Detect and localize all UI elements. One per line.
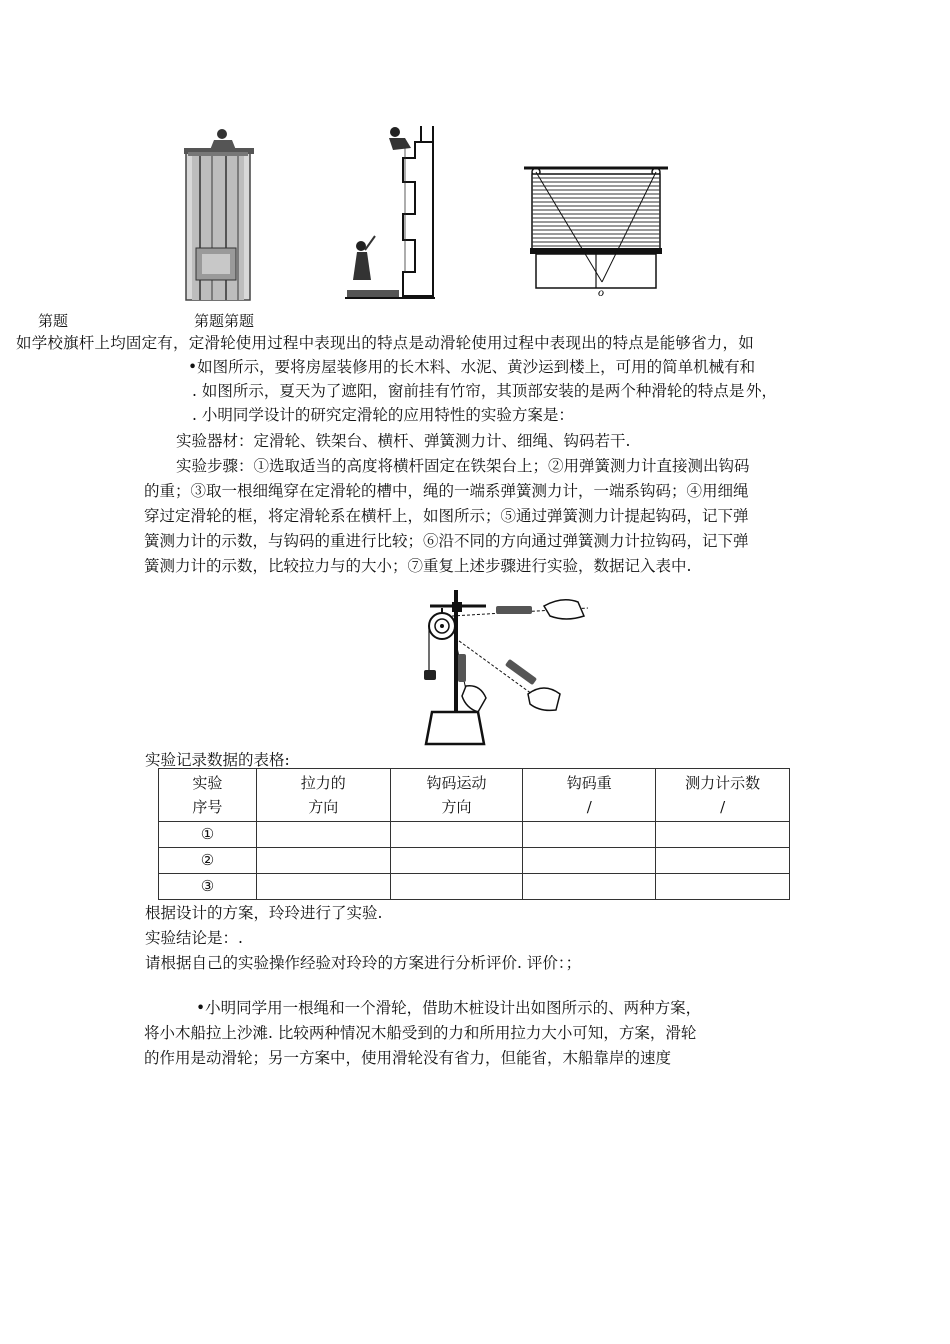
experiment-steps-3: 穿过定滑轮的框，将定滑轮系在横杆上，如图所示；⑤通过弹簧测力计提起钩码，记下弹	[144, 507, 749, 525]
building-figure	[345, 122, 437, 300]
table-cell	[523, 874, 656, 900]
question-line-a: 如学校旗杆上均固定有，定滑轮使用过程中表现出的特点是动滑轮使用过程中表现出的特点是能够省力，如	[16, 334, 754, 352]
table-cell	[390, 848, 523, 874]
header-line1: 测力计示数	[685, 774, 761, 792]
table-cell	[656, 848, 790, 874]
table-cell	[390, 822, 523, 848]
apparatus-figure	[412, 586, 590, 750]
evaluation-line: 请根据自己的实验操作经验对玲玲的方案进行分析评价. 评价：；	[145, 954, 582, 972]
header-line1: 拉力的	[300, 774, 346, 792]
table-cell	[390, 874, 523, 900]
pulley-point-label: o	[598, 285, 604, 298]
table-header-cell	[159, 769, 257, 822]
header-line1: 钩码重	[566, 774, 612, 792]
table-cell	[256, 874, 390, 900]
experiment-steps-4: 簧测力计的示数，与钩码的重进行比较；⑥沿不同的方向通过弹簧测力计拉钩码，记下弹	[144, 532, 749, 550]
header-line2: 序号	[192, 798, 223, 816]
curtain-figure	[520, 160, 672, 298]
table-row	[159, 874, 790, 900]
table-cell	[656, 822, 790, 848]
elevator-figure	[182, 128, 262, 303]
table-header-cell	[656, 769, 790, 822]
conclusion-line: 实验结论是：.	[145, 929, 243, 947]
table-header-cell	[523, 769, 656, 822]
last-question-line-3: 的作用是动滑轮；另一方案中，使用滑轮没有省力，但能省，木船靠岸的速度	[144, 1049, 672, 1067]
table-cell	[523, 822, 656, 848]
experiment-intro: . 小明同学设计的研究定滑轮的应用特性的实验方案是：	[192, 406, 574, 424]
experiment-steps-1: 实验步骤：①选取适当的高度将横杆固定在铁架台上；②用弹簧测力计直接测出钩码	[176, 457, 750, 475]
header-line2: /	[720, 798, 726, 816]
table-cell	[256, 822, 390, 848]
header-line2: /	[586, 798, 592, 816]
header-line2: 方向	[308, 798, 339, 816]
caption-middle: 第题第题	[194, 312, 255, 330]
table-row	[159, 822, 790, 848]
header-line1: 实验	[192, 774, 223, 792]
caption-left: 第题	[38, 312, 69, 330]
header-line2: 方向	[441, 798, 472, 816]
question-line-c: . 如图所示，夏天为了遮阳，窗前挂有竹帘，其顶部安装的是两个种滑轮的特点是	[192, 382, 745, 400]
question-line-b: •如图所示，要将房屋装修用的长木料、水泥、黄沙运到楼上，可用的简单机械有和	[188, 358, 756, 376]
result-line: 根据设计的方案，玲玲进行了实验.	[145, 904, 383, 922]
experiment-materials: 实验器材：定滑轮、铁架台、横杆、弹簧测力计、细绳、钩码若干.	[176, 432, 631, 450]
table-cell	[656, 874, 790, 900]
table-header-cell	[390, 769, 523, 822]
row-index: ②	[159, 848, 257, 874]
experiment-steps-2: 的重；③取一根细绳穿在定滑轮的槽中，绳的一端系弹簧测力计，一端系钩码；④用细绳	[144, 482, 749, 500]
table-cell	[523, 848, 656, 874]
table-cell	[256, 848, 390, 874]
table-row	[159, 848, 790, 874]
experiment-steps-5: 簧测力计的示数，比较拉力与的大小；⑦重复上述步骤进行实验，数据记入表中.	[144, 557, 692, 575]
table-header-row	[159, 769, 790, 822]
last-question-line-2: 将小木船拉上沙滩. 比较两种情况木船受到的力和所用拉力大小可知，方案，滑轮	[144, 1024, 697, 1042]
question-line-c-tail: 外，	[746, 382, 778, 400]
header-line1: 钩码运动	[426, 774, 487, 792]
table-caption: 实验记录数据的表格:	[145, 751, 290, 769]
data-table	[158, 768, 790, 900]
row-index: ①	[159, 822, 257, 848]
table-header-cell	[256, 769, 390, 822]
last-question-line-1: •小明同学用一根绳和一个滑轮，借助木桩设计出如图所示的、两种方案，	[196, 999, 702, 1017]
row-index: ③	[159, 874, 257, 900]
